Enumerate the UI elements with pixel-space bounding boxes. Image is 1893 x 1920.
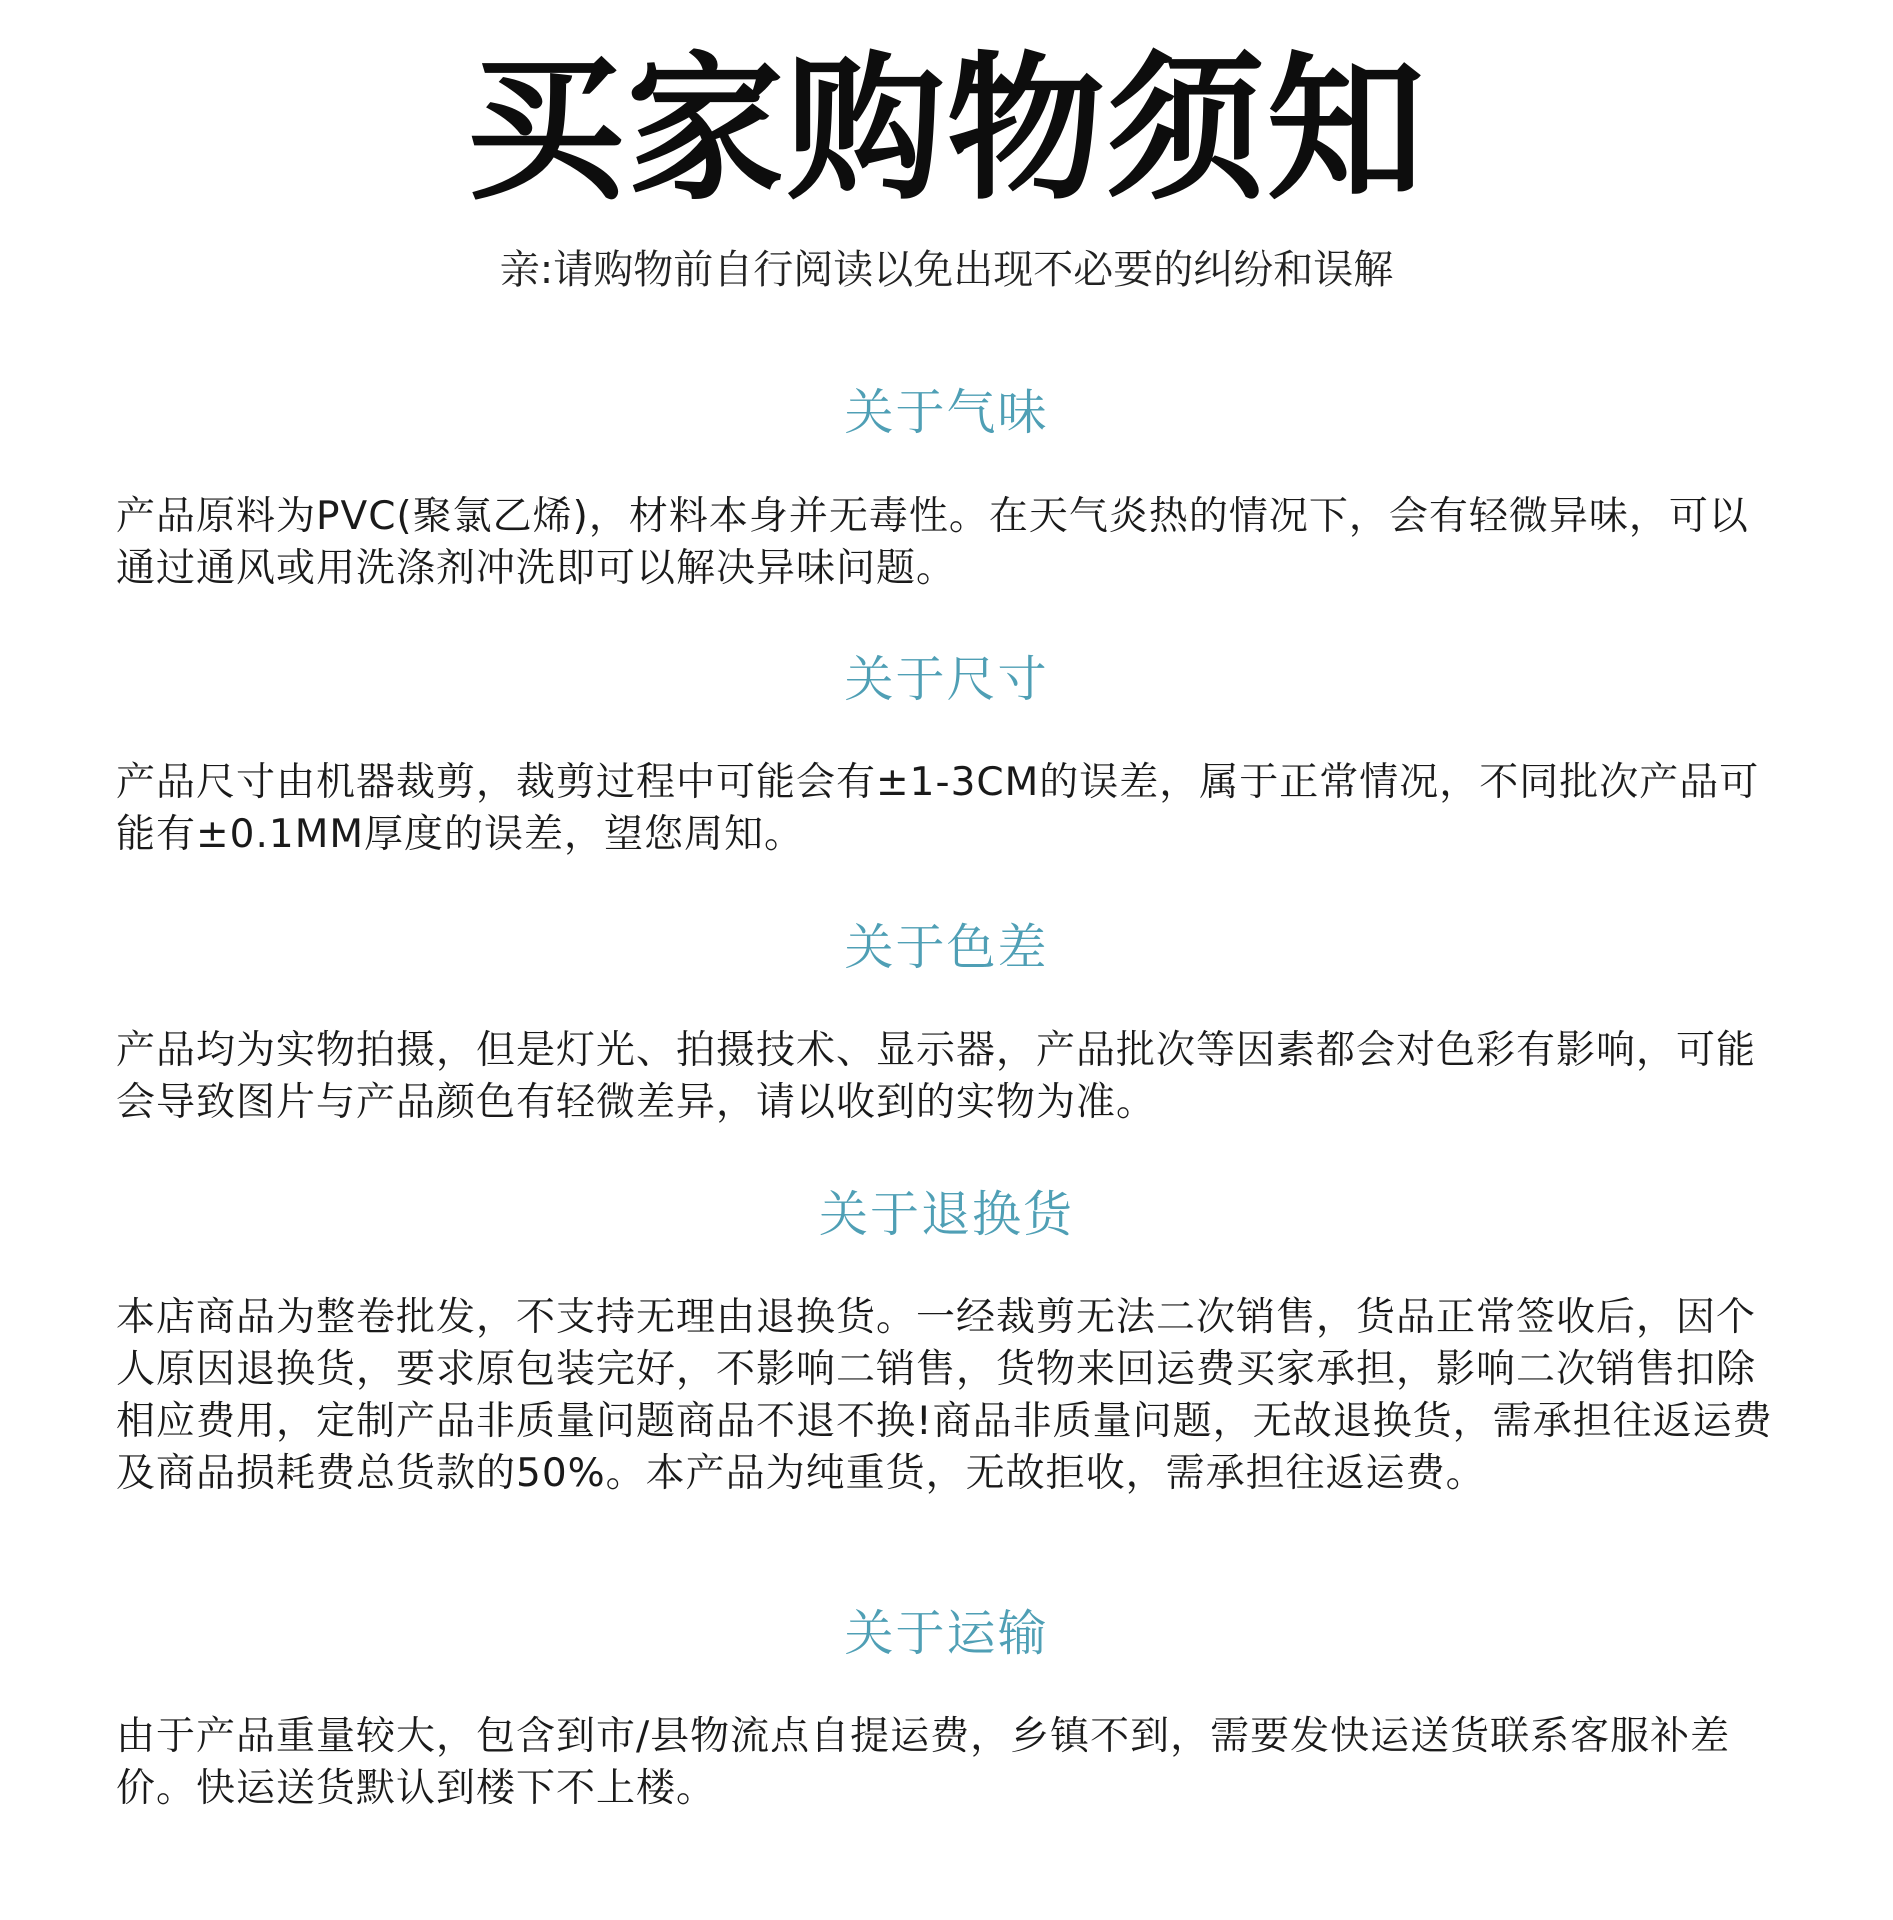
section-heading-returns: 关于退换货 xyxy=(818,1186,1074,1243)
section-heading-odor: 关于气味 xyxy=(844,384,1049,441)
section-body-color-difference: 产品均为实物拍摄，但是灯光、拍摄技术、显示器，产品批次等因素都会对色彩有影响，可能会导致图片与产品颜色有轻微差异，请以收到的实物为准。 xyxy=(116,1028,1757,1125)
section-heading-size: 关于尺寸 xyxy=(844,651,1049,708)
page-subtitle: 亲:请购物前自行阅读以免出现不必要的纠纷和误解 xyxy=(499,247,1394,293)
section-body-returns: 本店商品为整卷批发，不支持无理由退换货。一经裁剪无法二次销售，货品正常签收后，因个人原因退换货，要求原包装完好，不影响二销售，货物来回运费买家承担，影响二次销售扣除相应费用，定制产品非质量问题商品不退不换!商品非质量问题，无故退换货，需承担往返运费及商品损耗费总货款的50%。本产品为纯重货，无故拒收，需承担往返运费。 xyxy=(116,1295,1773,1496)
section-heading-shipping: 关于运输 xyxy=(844,1605,1049,1662)
section-heading-color-difference: 关于色差 xyxy=(844,919,1049,976)
section-body-size: 产品尺寸由机器裁剪，裁剪过程中可能会有±1-3CM的误差，属于正常情况，不同批次产品可能有±0.1MM厚度的误差，望您周知。 xyxy=(116,760,1760,857)
section-body-shipping: 由于产品重量较大，包含到市/县物流点自提运费，乡镇不到，需要发快运送货联系客服补差价。快运送货默认到楼下不上楼。 xyxy=(116,1714,1731,1811)
page-title: 买家购物须知 xyxy=(466,37,1427,222)
section-body-odor: 产品原料为PVC(聚氯乙烯)，材料本身并无毒性。在天气炎热的情况下，会有轻微异味，可以通过通风或用洗涤剂冲洗即可以解决异味问题。 xyxy=(116,494,1749,591)
